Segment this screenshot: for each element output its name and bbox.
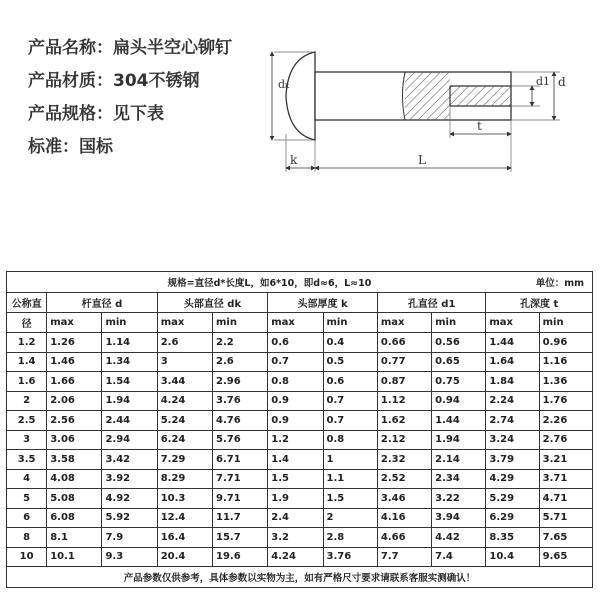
table-row bbox=[7, 391, 593, 411]
table-cell: 2.26 bbox=[539, 411, 592, 431]
table-cell: 0.75 bbox=[432, 372, 486, 392]
table-cell: 2.2 bbox=[212, 333, 267, 353]
group-header: 杆直径 d bbox=[47, 293, 158, 313]
label-k: k bbox=[290, 153, 298, 167]
min-header: min bbox=[102, 313, 157, 333]
table-cell: 0.94 bbox=[432, 391, 486, 411]
table-cell: 3.71 bbox=[539, 469, 592, 489]
table-cell: 3.46 bbox=[377, 489, 431, 509]
max-header: max bbox=[486, 313, 539, 333]
min-header: min bbox=[212, 313, 267, 333]
table-cell: 7.65 bbox=[539, 528, 592, 548]
table-cell: 7.29 bbox=[157, 450, 212, 470]
table-cell: 0.6 bbox=[268, 333, 323, 353]
table-cell: 1.36 bbox=[539, 372, 592, 392]
table-cell: 0.4 bbox=[323, 333, 377, 353]
table-cell: 16.4 bbox=[157, 528, 212, 548]
table-cell: 0.9 bbox=[268, 391, 323, 411]
table-cell: 4.66 bbox=[377, 528, 431, 548]
spec-body bbox=[7, 333, 593, 567]
table-cell: 1.26 bbox=[47, 333, 102, 353]
table-cell: 1.94 bbox=[432, 430, 486, 450]
nominal-header-2: 径 bbox=[7, 313, 47, 333]
table-cell: 15.7 bbox=[212, 528, 267, 548]
table-cell: 0.6 bbox=[323, 372, 377, 392]
table-cell: 0.87 bbox=[377, 372, 431, 392]
nominal-cell: 1.2 bbox=[7, 333, 47, 353]
table-cell: 8.35 bbox=[486, 528, 539, 548]
group-header: 孔深度 t bbox=[486, 293, 593, 313]
nominal-cell: 4 bbox=[7, 469, 47, 489]
table-cell: 1.14 bbox=[102, 333, 157, 353]
table-cell: 2.56 bbox=[47, 411, 102, 431]
table-cell: 0.66 bbox=[377, 333, 431, 353]
table-cell: 2.32 bbox=[377, 450, 431, 470]
table-cell: 4.76 bbox=[212, 411, 267, 431]
group-header: 头部直径 dk bbox=[157, 293, 268, 313]
table-cell: 9.71 bbox=[212, 489, 267, 509]
nominal-cell: 1.6 bbox=[7, 372, 47, 392]
table-cell: 2.44 bbox=[102, 411, 157, 431]
table-cell: 1 bbox=[323, 450, 377, 470]
table-cell: 1.5 bbox=[323, 489, 377, 509]
table-cell: 3.92 bbox=[102, 469, 157, 489]
table-cell: 1.5 bbox=[268, 469, 323, 489]
group-header: 头部厚度 k bbox=[268, 293, 378, 313]
table-cell: 19.6 bbox=[212, 547, 267, 567]
table-cell: 6.29 bbox=[486, 508, 539, 528]
product-standard: 标准：国标 bbox=[28, 137, 113, 157]
table-cell: 7.4 bbox=[432, 547, 486, 567]
group-header: 孔直径 d1 bbox=[377, 293, 486, 313]
table-cell: 1.62 bbox=[377, 411, 431, 431]
table-cell: 2.74 bbox=[486, 411, 539, 431]
table-cell: 0.8 bbox=[323, 430, 377, 450]
table-cell: 5.71 bbox=[539, 508, 592, 528]
table-cell: 8.29 bbox=[157, 469, 212, 489]
maxmin-header-row bbox=[7, 313, 593, 333]
table-cell: 20.4 bbox=[157, 547, 212, 567]
table-cell: 4.16 bbox=[377, 508, 431, 528]
label-d: d bbox=[558, 75, 566, 89]
rivet-drawing-svg bbox=[270, 30, 595, 180]
table-cell: 7.9 bbox=[102, 528, 157, 548]
nominal-cell: 8 bbox=[7, 528, 47, 548]
table-cell: 0.8 bbox=[268, 372, 323, 392]
table-cell: 4.71 bbox=[539, 489, 592, 509]
table-cell: 0.56 bbox=[432, 333, 486, 353]
table-cell: 6.71 bbox=[212, 450, 267, 470]
min-header: min bbox=[323, 313, 377, 333]
table-cell: 8.1 bbox=[47, 528, 102, 548]
nominal-cell: 1.4 bbox=[7, 352, 47, 372]
table-cell: 2.12 bbox=[377, 430, 431, 450]
table-cell: 2.6 bbox=[212, 352, 267, 372]
table-cell: 5.24 bbox=[157, 411, 212, 431]
spec-table bbox=[6, 271, 593, 588]
table-row bbox=[7, 508, 593, 528]
table-cell: 3.21 bbox=[539, 450, 592, 470]
table-cell: 3.42 bbox=[102, 450, 157, 470]
table-cell: 0.7 bbox=[323, 411, 377, 431]
table-cell: 4.92 bbox=[102, 489, 157, 509]
table-cell: 1.84 bbox=[486, 372, 539, 392]
table-cell: 12.4 bbox=[157, 508, 212, 528]
table-cell: 1.54 bbox=[102, 372, 157, 392]
nominal-cell: 3.5 bbox=[7, 450, 47, 470]
table-cell: 0.77 bbox=[377, 352, 431, 372]
table-cell: 1.1 bbox=[323, 469, 377, 489]
table-cell: 1.9 bbox=[268, 489, 323, 509]
table-cell: 1.44 bbox=[486, 333, 539, 353]
max-header: max bbox=[157, 313, 212, 333]
table-cell: 3.76 bbox=[323, 547, 377, 567]
table-cell: 3.2 bbox=[268, 528, 323, 548]
table-cell: 0.96 bbox=[539, 333, 592, 353]
footer-row bbox=[7, 567, 593, 588]
table-cell: 1.12 bbox=[377, 391, 431, 411]
spec-unit: 单位：mm bbox=[377, 272, 592, 293]
table-cell: 1.64 bbox=[486, 352, 539, 372]
table-cell: 2.34 bbox=[432, 469, 486, 489]
table-cell: 2.52 bbox=[377, 469, 431, 489]
table-cell: 1.66 bbox=[47, 372, 102, 392]
table-cell: 4.42 bbox=[432, 528, 486, 548]
table-cell: 11.7 bbox=[212, 508, 267, 528]
table-cell: 2 bbox=[323, 508, 377, 528]
rivet-drawing bbox=[270, 30, 595, 180]
table-row bbox=[7, 469, 593, 489]
label-t: t bbox=[477, 119, 482, 133]
table-cell: 3.22 bbox=[432, 489, 486, 509]
table-cell: 9.65 bbox=[539, 547, 592, 567]
table-cell: 5.08 bbox=[47, 489, 102, 509]
table-cell: 1.34 bbox=[102, 352, 157, 372]
table-cell: 2.24 bbox=[486, 391, 539, 411]
table-cell: 4.24 bbox=[157, 391, 212, 411]
table-cell: 1.94 bbox=[102, 391, 157, 411]
nominal-cell: 3 bbox=[7, 430, 47, 450]
table-row bbox=[7, 352, 593, 372]
table-cell: 4.08 bbox=[47, 469, 102, 489]
label-d1: d1 bbox=[536, 75, 551, 88]
table-cell: 2.96 bbox=[212, 372, 267, 392]
max-header: max bbox=[268, 313, 323, 333]
table-row bbox=[7, 411, 593, 431]
table-cell: 1.44 bbox=[432, 411, 486, 431]
table-cell: 2.76 bbox=[539, 430, 592, 450]
nominal-cell: 2 bbox=[7, 391, 47, 411]
product-name: 产品名称：扁头半空心铆钉 bbox=[28, 38, 232, 58]
table-cell: 0.7 bbox=[268, 352, 323, 372]
table-row bbox=[7, 430, 593, 450]
table-cell: 2.94 bbox=[102, 430, 157, 450]
table-cell: 2.8 bbox=[323, 528, 377, 548]
table-cell: 1.76 bbox=[539, 391, 592, 411]
table-cell: 9.3 bbox=[102, 547, 157, 567]
table-cell: 2.06 bbox=[47, 391, 102, 411]
table-cell: 0.7 bbox=[323, 391, 377, 411]
spec-title: 规格=直径d*长度L，如6*10，即d≈6，L≈10 bbox=[7, 272, 378, 293]
product-info bbox=[28, 32, 232, 164]
nominal-cell: 10 bbox=[7, 547, 47, 567]
min-header: min bbox=[432, 313, 486, 333]
table-cell: 0.5 bbox=[323, 352, 377, 372]
spec-title-row bbox=[7, 272, 593, 293]
table-cell: 3.44 bbox=[157, 372, 212, 392]
table-row bbox=[7, 450, 593, 470]
table-cell: 2.14 bbox=[432, 450, 486, 470]
table-cell: 6.08 bbox=[47, 508, 102, 528]
table-cell: 5.29 bbox=[486, 489, 539, 509]
table-cell: 3.06 bbox=[47, 430, 102, 450]
max-header: max bbox=[47, 313, 102, 333]
rivet-head bbox=[286, 52, 315, 140]
product-material: 产品材质：304不锈钢 bbox=[28, 71, 200, 91]
table-cell: 4.29 bbox=[486, 469, 539, 489]
table-cell: 3 bbox=[157, 352, 212, 372]
table-cell: 0.65 bbox=[432, 352, 486, 372]
table-cell: 7.7 bbox=[377, 547, 431, 567]
table-row bbox=[7, 489, 593, 509]
table-cell: 7.71 bbox=[212, 469, 267, 489]
nominal-cell: 6 bbox=[7, 508, 47, 528]
table-cell: 5.92 bbox=[102, 508, 157, 528]
nominal-cell: 5 bbox=[7, 489, 47, 509]
nominal-header-1: 公称直 bbox=[7, 293, 47, 313]
table-cell: 1.16 bbox=[539, 352, 592, 372]
nominal-cell: 2.5 bbox=[7, 411, 47, 431]
table-cell: 0.9 bbox=[268, 411, 323, 431]
table-cell: 3.94 bbox=[432, 508, 486, 528]
label-L: L bbox=[418, 153, 426, 167]
group-header-row bbox=[7, 293, 593, 313]
table-row bbox=[7, 528, 593, 548]
product-spec: 产品规格：见下表 bbox=[28, 104, 164, 124]
table-cell: 2.6 bbox=[157, 333, 212, 353]
table-cell: 5.76 bbox=[212, 430, 267, 450]
table-cell: 3.79 bbox=[486, 450, 539, 470]
table-cell: 1.4 bbox=[268, 450, 323, 470]
table-row bbox=[7, 372, 593, 392]
table-cell: 10.1 bbox=[47, 547, 102, 567]
min-header: min bbox=[539, 313, 592, 333]
table-cell: 10.4 bbox=[486, 547, 539, 567]
spec-footer: 产品参数仅供参考，具体参数以实物为主，如有严格尺寸要求请联系客服实测确认！ bbox=[7, 567, 593, 588]
table-cell: 3.58 bbox=[47, 450, 102, 470]
max-header: max bbox=[377, 313, 431, 333]
table-cell: 4.24 bbox=[268, 547, 323, 567]
label-dk: dₖ bbox=[278, 78, 290, 91]
table-cell: 3.24 bbox=[486, 430, 539, 450]
table-cell: 3.76 bbox=[212, 391, 267, 411]
table-cell: 1.46 bbox=[47, 352, 102, 372]
table-row bbox=[7, 547, 593, 567]
table-cell: 1.2 bbox=[268, 430, 323, 450]
table-cell: 10.3 bbox=[157, 489, 212, 509]
table-cell: 2.4 bbox=[268, 508, 323, 528]
table-row bbox=[7, 333, 593, 353]
table-cell: 6.24 bbox=[157, 430, 212, 450]
